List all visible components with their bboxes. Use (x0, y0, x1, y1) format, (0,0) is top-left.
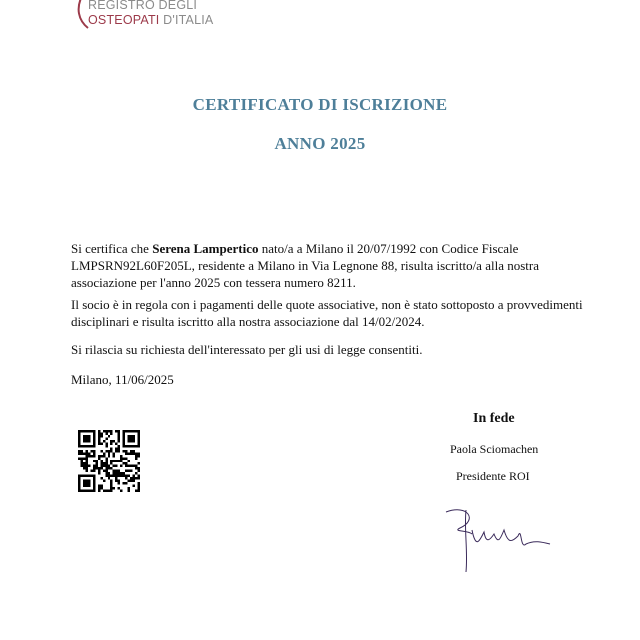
certificate-year: ANNO 2025 (274, 134, 366, 153)
signer-name: Paola Sciomachen (450, 442, 539, 456)
logo-italia: D'ITALIA (159, 13, 214, 27)
logo-text-line2 (88, 13, 213, 27)
date-line: Milano, 11/06/2025 (71, 372, 174, 387)
qr-code (78, 430, 140, 492)
certificate-title: CERTIFICATO DI ISCRIZIONE (192, 95, 448, 114)
signature (438, 500, 553, 580)
paragraph-certification (71, 240, 591, 291)
roi-logo (68, 0, 238, 34)
closing: In fede (473, 411, 515, 426)
paragraph-request: Si rilascia su richiesta dell'interessato per gli usi di legge consentiti. (71, 342, 423, 357)
logo-text-line1: REGISTRO DEGLI (88, 0, 198, 12)
p1-prefix: Si certifica che (71, 241, 153, 256)
signer-role: Presidente ROI (456, 469, 530, 483)
paragraph-status: Il socio è in regola con i pagamenti delle quote associative, non è stato sottoposto a provvedimenti disciplinari e risulta iscritto alla nostra associazione dal 14/02/2024. (71, 297, 583, 329)
member-name: Serena Lampertico (152, 241, 259, 256)
logo-osteopati: OSTEOPATI (88, 13, 160, 27)
p1-suffix: nato/a a Milano il 20/07/1992 con Codice Fiscale LMPSRN92L60F205L, residente a Milano in Via Legnone 88, risulta iscritto/a alla nostra associazione per l'anno 2025 con tessera numero 8211. (71, 241, 539, 290)
